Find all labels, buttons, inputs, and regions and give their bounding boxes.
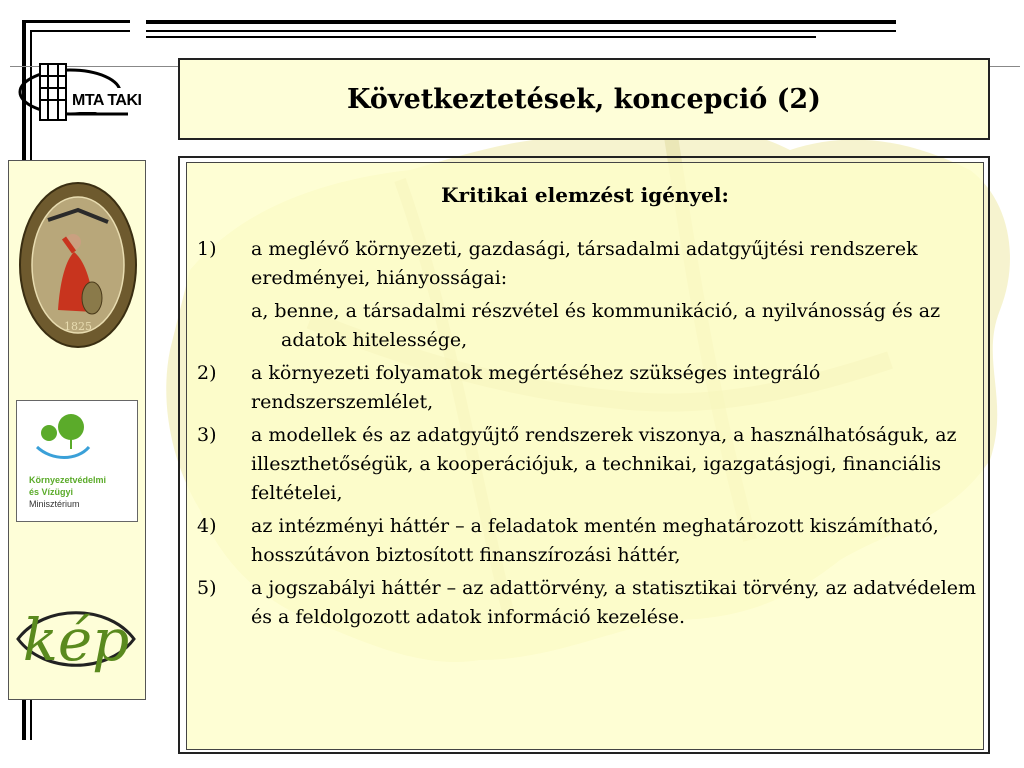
list-subitem: a, benne, a társadalmi részvétel és kommunikáció, a nyilvánosság és az adatok hitelessége, [251, 300, 941, 351]
frame-line [22, 20, 130, 23]
ministry-name-line1: Környezetvédelmi [29, 475, 107, 485]
list-item-number: 5) [197, 577, 217, 599]
list-item-text: a környezeti folyamatok megértéséhez szükséges integráló rendszerszemlélet, [251, 362, 821, 413]
kep-logo-text: kép [22, 606, 130, 674]
list-item [197, 421, 987, 508]
title-box [178, 58, 990, 140]
ministry-logo [16, 400, 138, 522]
kep-logo-icon [14, 584, 138, 694]
list-item-number: 1) [197, 238, 217, 260]
conclusion-list [197, 235, 987, 632]
list-item [197, 512, 987, 570]
frame-line [146, 36, 816, 38]
list-item-number: 3) [197, 424, 217, 446]
mta-taki-logo-text: MTA TAKI [72, 92, 142, 109]
frame-line [146, 30, 896, 32]
content-subtitle: Kritikai elemzést igényel: [441, 183, 729, 207]
content-box [186, 162, 984, 750]
list-item-text: az intézményi háttér – a feladatok mentén meghatározott kiszámítható, hosszútávon biztosított finanszírozási háttér, [251, 515, 939, 566]
ministry-name-line3: Minisztérium [29, 499, 80, 509]
list-item-text: a modellek és az adatgyűjtő rendszerek viszonya, a használhatóságuk, az illeszthetőségük, a kooperációjuk, a technikai, igazgatásjogi, financiális feltételei, [251, 424, 957, 504]
list-item [197, 574, 987, 632]
frame-line [146, 20, 896, 24]
list-item-text: a meglévő környezeti, gazdasági, társadalmi adatgyűjtési rendszerek eredményei, hiányosságai: [251, 238, 918, 289]
ministry-name-line2: és Vízügyi [29, 487, 74, 497]
frame-line [30, 30, 130, 32]
ministry-leaf-icon [27, 409, 97, 465]
academy-seal-icon [18, 180, 138, 350]
academy-seal-year: 1825 [64, 320, 92, 333]
list-item-text: a jogszabályi háttér – az adattörvény, a statisztikai törvény, az adatvédelem és a feldolgozott adatok információ kezelése. [251, 577, 977, 628]
page-title: Következtetések, koncepció (2) [347, 83, 821, 115]
list-item-number: 2) [197, 362, 217, 384]
list-item-number: 4) [197, 515, 217, 537]
mta-taki-logo-icon [18, 50, 130, 130]
list-item [197, 359, 987, 417]
list-item [197, 235, 987, 293]
